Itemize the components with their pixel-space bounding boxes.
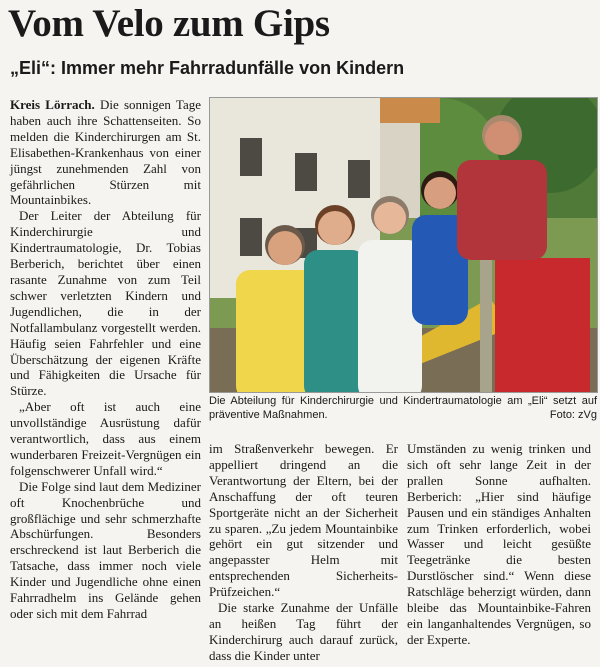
person-2-body (304, 250, 366, 392)
paragraph-3: „Aber oft ist auch eine unvollständige Ausrüstung dafür verantwortlich, dass aus einem wunderbaren Freizeit-Vergnügen ein folgenschwerer Unfall wird.“ (10, 399, 201, 478)
person-3-head (374, 202, 406, 234)
photo-credit: Foto: zVg (549, 409, 597, 421)
playground-red-panel (495, 258, 590, 392)
paragraph-5: im Straßenverkehr bewegen. Er appelliert dringend an die Verantwortung der Eltern, bei der Anschaffung der oft teuren Sportgeräte nicht an der Sicherheit zu sparen. „Zu jedem Mountainbike gehört ein gut sitzender und angepasster Helm mit entsprechenden Sicherheits-Prüfzeichen.“ (209, 441, 398, 600)
paragraph-2: Der Leiter der Abteilung für Kinderchirurgie und Kindertraumatologie, Dr. Tobias Berberich, berichtet über einen rasante Zunahme von zum Teil schwer verletzten Kindern und Jugendlichen, die in der Notfallambulanz vorgestellt werden. Häufig seien Fahrfehler und eine Überschätzung der eigenen Kräfte und Fähigkeiten die Ursache für Stürze. (10, 208, 201, 399)
article-photo (209, 97, 598, 393)
photo-caption (209, 394, 597, 422)
headline: Vom Velo zum Gips (8, 2, 330, 45)
subheadline: „Eli“: Immer mehr Fahrradunfälle von Kindern (10, 58, 405, 78)
paragraph-4: Die Folge sind laut dem Mediziner oft Knochenbrüche und großflächige und sehr schmerzhafte Abschürfungen. Besonders erschreckend ist laut Berberich die Tatsache, dass immer noch viele Kinder und Jugendliche ohne einen Fahrradhelm ins Gelände gehen oder sich mit dem Fahrrad (10, 478, 201, 621)
roof-accent (380, 98, 440, 123)
person-5-body (457, 160, 547, 260)
person-1-head (268, 231, 302, 265)
person-5-head (485, 121, 519, 155)
paragraph-1 (10, 97, 201, 208)
person-2-head (318, 211, 352, 245)
text-column-1 (10, 97, 201, 622)
paragraph-7: Umständen zu wenig trinken und sich oft sehr lange Zeit in der prallen Sonne aufhalten. Berberich: „Hier sind häufige Pausen und ein ständiges Anhalten zum Trinken erforderlich, wobei Wasser und leicht gesüßte Teegetränke die besten Durstlöscher sind.“ Wenn diese Ratschläge beherzigt würden, dann bleibe das Mountainbike-Fahren ein langanhaltendes Vergnügen, so der Experte. (407, 441, 591, 647)
person-4-head (424, 177, 456, 209)
text-column-2 (209, 441, 398, 664)
photo-illustration (210, 98, 597, 392)
paragraph-1-text: Die sonnigen Tage haben auch ihre Schattenseiten. So melden die Kinderchirurgen am St. Elisabethen-Krankenhaus von einer jüngst zunehmenden Zahl von gefährlichen Stürzen mit Mountainbikes. (10, 97, 201, 208)
playground-post (480, 238, 492, 392)
caption-text: Die Abteilung für Kinderchirurgie und Kindertraumatologie am „Eli“ setzt auf präventive Maßnahmen. (209, 395, 597, 421)
paragraph-6: Die starke Zunahme der Unfälle an heißen Tag führt der Kinderchirurg auch darauf zurück, dass die Kinder unter (209, 600, 398, 663)
dateline: Kreis Lörrach. (10, 97, 95, 112)
text-column-3 (407, 441, 591, 648)
